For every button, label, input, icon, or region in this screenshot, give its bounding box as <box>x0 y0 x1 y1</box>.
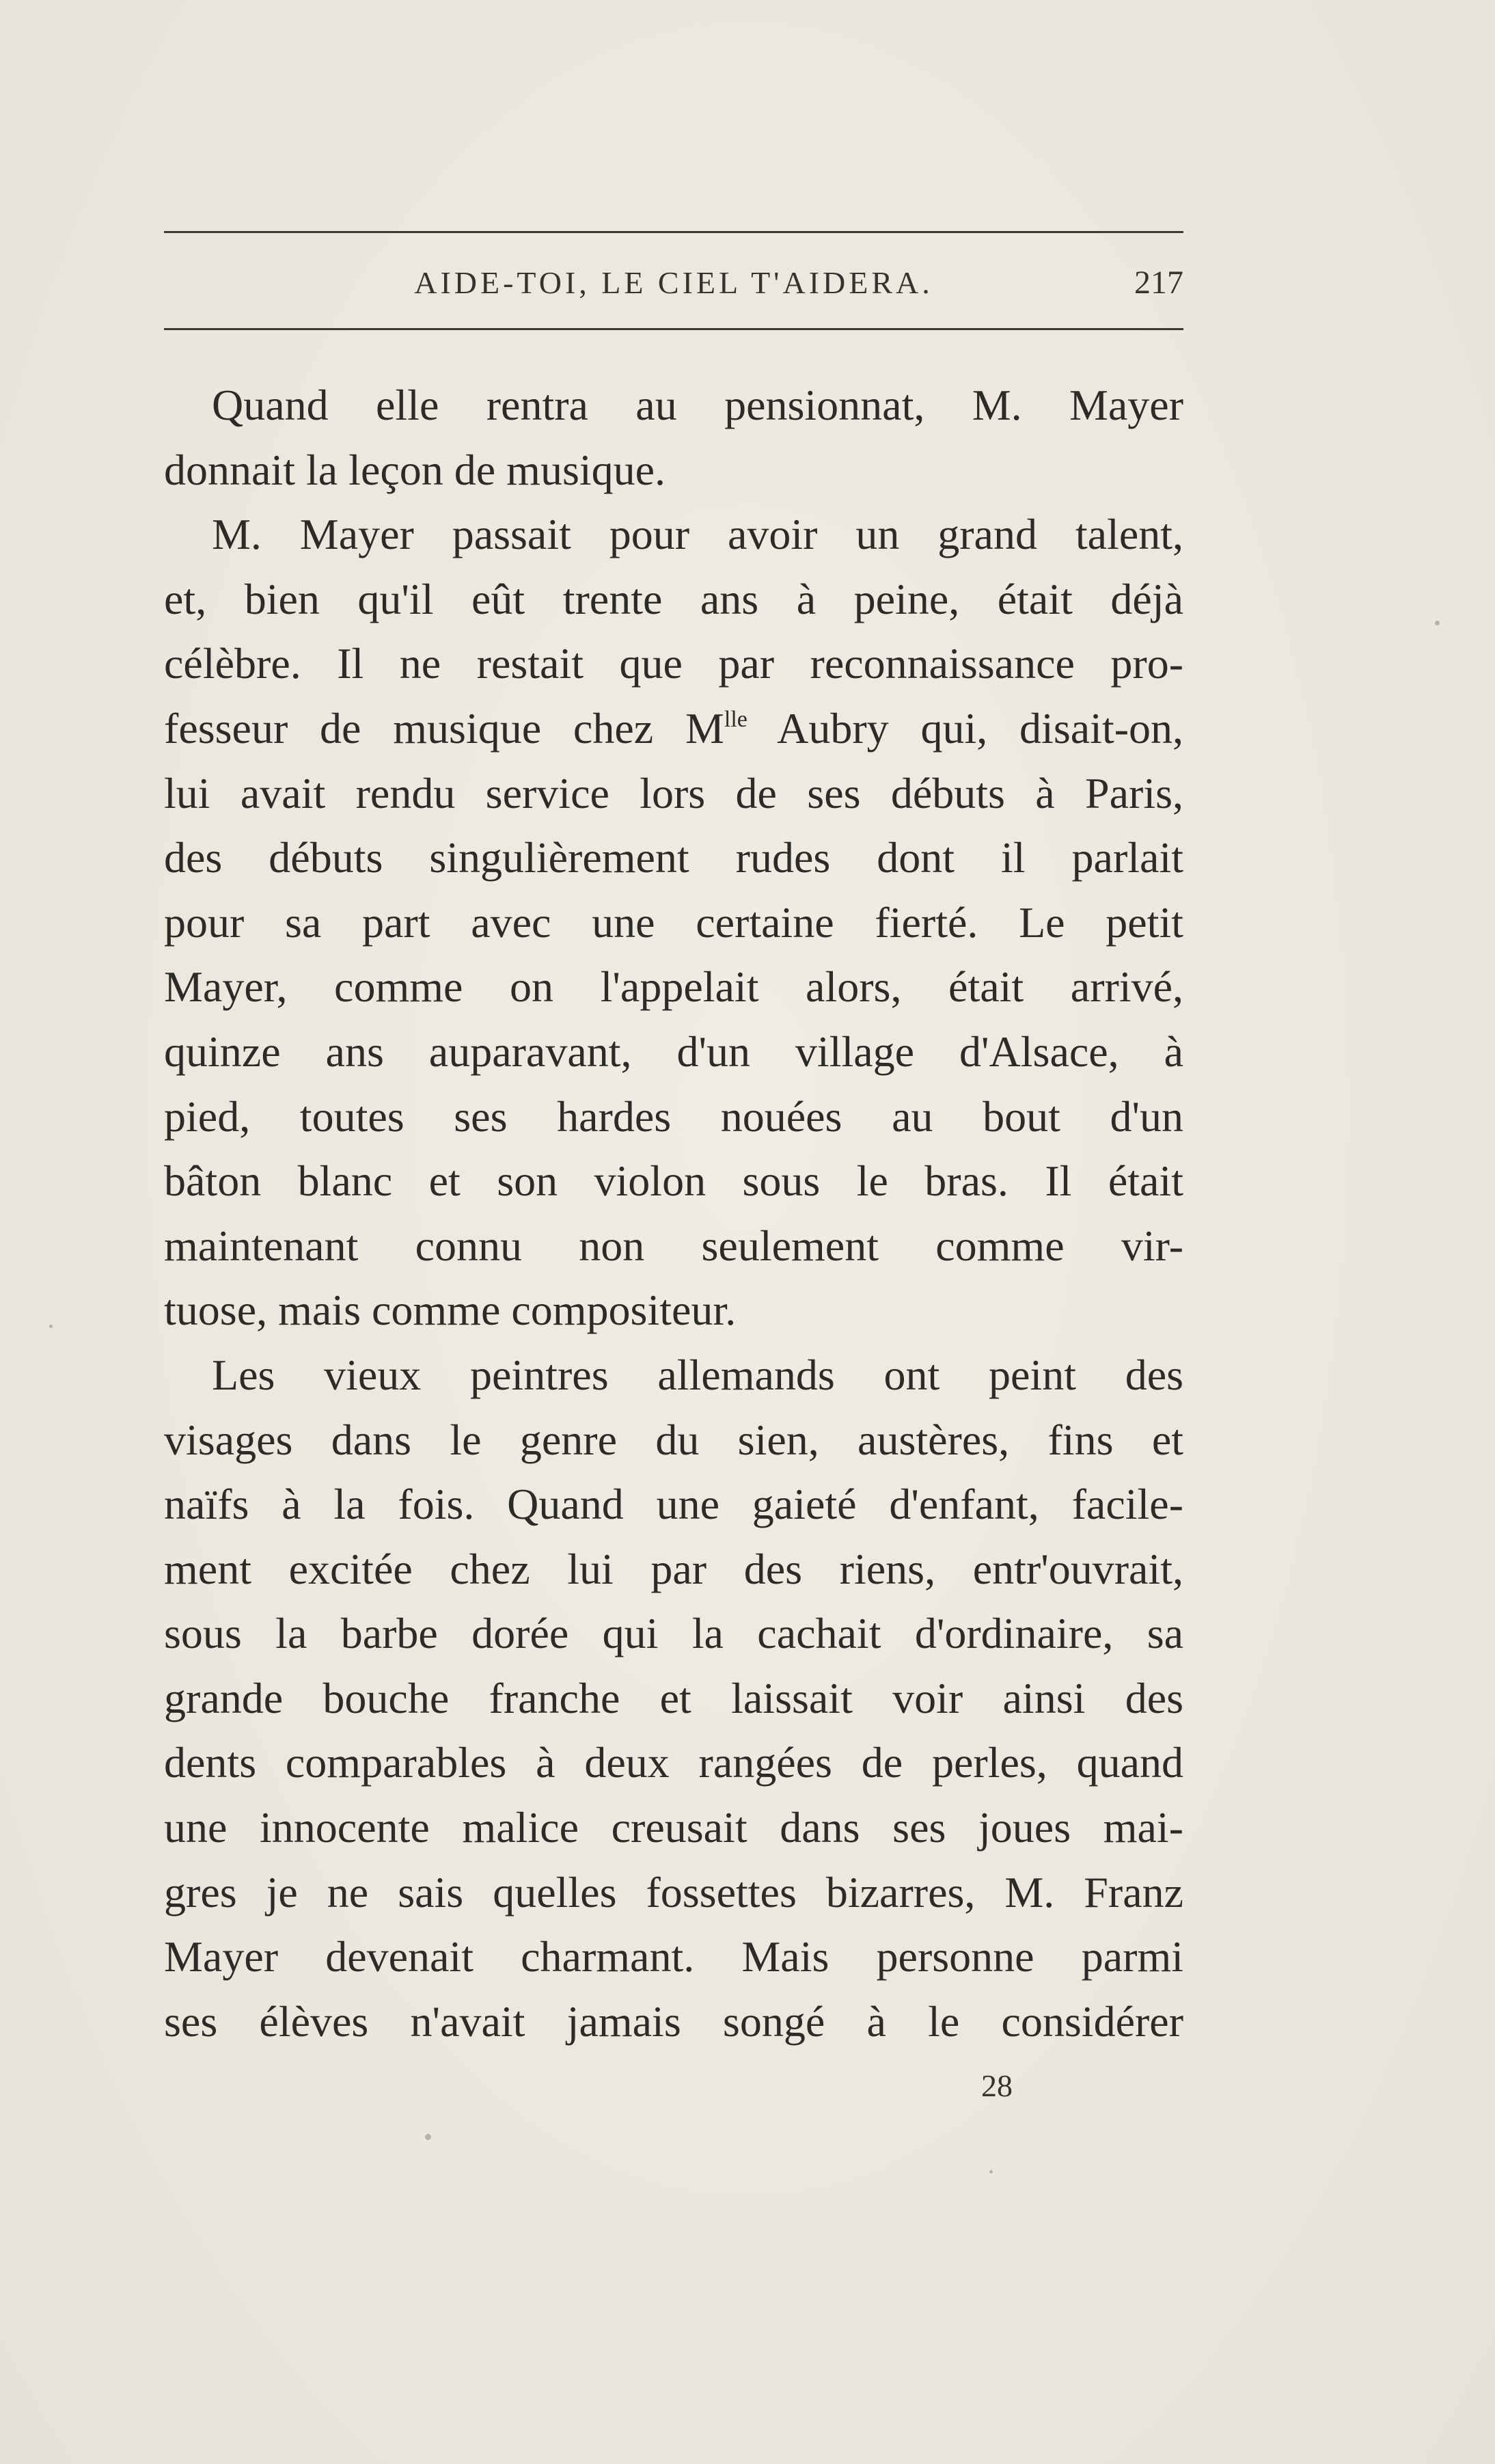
superscript-ordinal: lle <box>724 706 748 732</box>
page-number: 217 <box>1134 265 1183 301</box>
text-line: Quand elle rentra au pensionnat, M. Mayer <box>212 381 1183 429</box>
text-segment: fesseur de musique chez M <box>164 703 724 753</box>
text-line: célèbre. Il ne restait que par reconnaissance pro- <box>164 639 1183 688</box>
text-line: visages dans le genre du sien, austères, fins et <box>164 1415 1183 1464</box>
running-head <box>164 258 1183 308</box>
text-line: M. Mayer passait pour avoir un grand talent, <box>212 510 1183 559</box>
paper-speck <box>1435 621 1440 625</box>
text-line: lui avait rendu service lors de ses débuts à Paris, <box>164 768 1183 817</box>
text-line: dents comparables à deux rangées de perles, quand <box>164 1738 1183 1787</box>
text-line: Les vieux peintres allemands ont peint des <box>212 1350 1183 1399</box>
text-line: pour sa part avec une certaine fierté. Le petit <box>164 897 1183 947</box>
text-line: bâton blanc et son violon sous le bras. Il était <box>164 1156 1183 1206</box>
text-line: une innocente malice creusait dans ses joues mai- <box>164 1803 1183 1852</box>
text-line: quinze ans auparavant, d'un village d'Alsace, à <box>164 1027 1183 1076</box>
text-line: Mayer devenait charmant. Mais personne parmi <box>164 1932 1183 1981</box>
signature-mark: 28 <box>981 2068 1013 2103</box>
text-line: sous la barbe dorée qui la cachait d'ordinaire, sa <box>164 1609 1183 1658</box>
text-line <box>164 696 1183 761</box>
text-line: des débuts singulièrement rudes dont il parlait <box>164 833 1183 882</box>
paper-speck <box>989 2170 993 2174</box>
text-line: pied, toutes ses hardes nouées au bout d'un <box>164 1092 1183 1141</box>
text-line: grande bouche franche et laissait voir ainsi des <box>164 1673 1183 1722</box>
text-line: Mayer, comme on l'appelait alors, était arrivé, <box>164 962 1183 1012</box>
running-title: AIDE-TOI, LE CIEL T'AIDERA. <box>414 265 933 300</box>
text-segment: Aubry qui, disait-on, <box>747 703 1184 753</box>
body-text <box>164 373 1183 2054</box>
text-line: et, bien qu'il eût trente ans à peine, était déjà <box>164 574 1183 623</box>
text-line: donnait la leçon de musique. <box>164 445 666 494</box>
text-line: gres je ne sais quelles fossettes bizarres, M. Franz <box>164 1867 1183 1917</box>
text-line: tuose, mais comme compositeur. <box>164 1286 737 1335</box>
paper-speck <box>425 2134 431 2140</box>
text-line: maintenant connu non seulement comme vir- <box>164 1221 1183 1270</box>
text-line: naïfs à la fois. Quand une gaieté d'enfant, facile- <box>164 1480 1183 1529</box>
paper-speck <box>49 1325 53 1328</box>
text-line: ses élèves n'avait jamais songé à le considérer <box>164 1996 1183 2046</box>
text-line: ment excitée chez lui par des riens, entr'ouvrait, <box>164 1544 1183 1593</box>
header-rule-bottom <box>164 328 1183 330</box>
header-rule-top <box>164 231 1183 233</box>
